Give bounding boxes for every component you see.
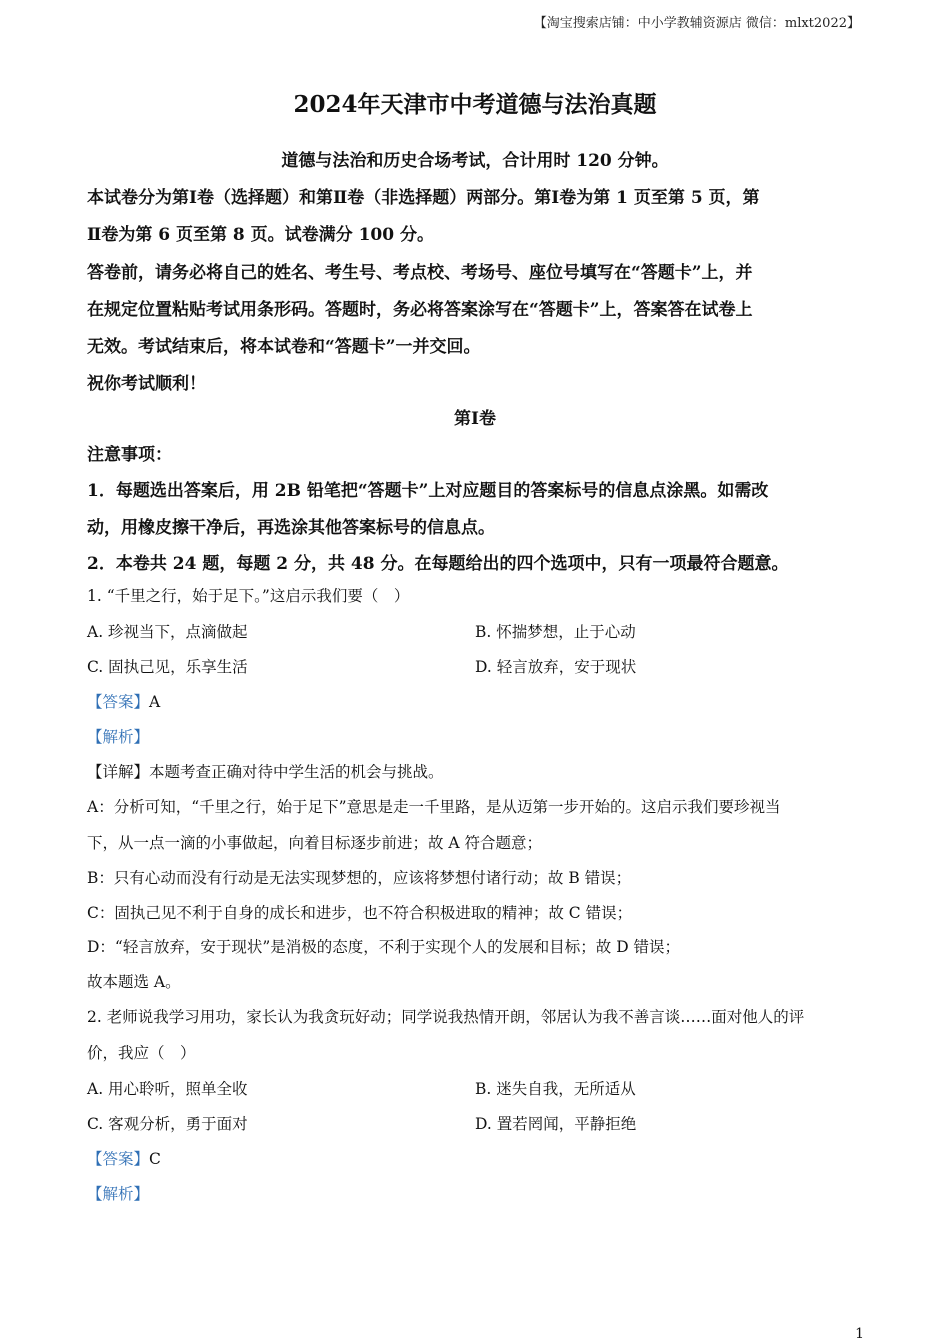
- q2-stem-2: 价，我应（ ）: [87, 1044, 196, 1062]
- q1-answer: A: [149, 693, 161, 711]
- q1-option-d: D. 轻言放弃，安于现状: [475, 658, 637, 676]
- intro-line-5: 在规定位置粘贴考试用条形码。答题时，务必将答案涂写在“答题卡”上，答案答在试卷上: [87, 300, 753, 320]
- q2-options-row-1: [87, 1077, 863, 1099]
- q2-option-a: A. 用心聆听，照单全收: [87, 1080, 248, 1098]
- q1-detail-line: [87, 760, 863, 782]
- q1-answer-tag: 【答案】: [87, 693, 150, 711]
- q1-explanation-a2: 下，从一点一滴的小事做起，向着目标逐步前进；故 A 符合题意；: [87, 834, 543, 852]
- intro-line-7: 祝你考试顺利！: [87, 374, 206, 394]
- intro-line-3: Ⅱ卷为第 6 页至第 8 页。试卷满分 100 分。: [87, 225, 434, 245]
- q1-explanation-c: C：固执己见不利于自身的成长和进步，也不符合积极进取的精神；故 C 错误；: [87, 904, 633, 922]
- q2-option-c: C. 客观分析，勇于面对: [87, 1115, 248, 1133]
- q1-options-row-2: [87, 655, 863, 677]
- q1-explanation-d: D：“轻言放弃，安于现状”是消极的态度，不利于实现个人的发展和目标；故 D 错误；: [87, 938, 681, 956]
- q1-analysis-tag: 【解析】: [87, 728, 150, 746]
- q2-option-d: D. 置若罔闻，平静拒绝: [475, 1115, 637, 1133]
- notes-heading: 注意事项：: [87, 445, 172, 465]
- page-number: 1: [855, 1326, 864, 1342]
- q1-option-a: A. 珍视当下，点滴做起: [87, 623, 248, 641]
- notes-item-1b: 动，用橡皮擦干净后，再选涂其他答案标号的信息点。: [87, 518, 495, 538]
- header-note: 【淘宝搜索店铺：中小学教辅资源店 微信：mlxt2022】: [533, 16, 860, 31]
- q2-stem-1: 2. 老师说我学习用功，家长认为我贪玩好动；同学说我热情开朗，邻居认为我不善言谈……面对他人的评: [87, 1008, 805, 1026]
- page-title: 2024年天津市中考道德与法治真题: [293, 91, 657, 118]
- intro-line-1: 道德与法治和历史合场考试，合计用时 120 分钟。: [281, 151, 669, 171]
- notes-item-2: 2．本卷共 24 题，每题 2 分，共 48 分。在每题给出的四个选项中，只有一项最符合题意。: [87, 554, 789, 574]
- q2-analysis-tag: 【解析】: [87, 1185, 150, 1203]
- q1-answer-line: [87, 690, 863, 712]
- q1-detail: 本题考查正确对待中学生活的机会与挑战。: [149, 763, 444, 781]
- q1-explanation-b: B：只有心动而没有行动是无法实现梦想的，应该将梦想付诸行动；故 B 错误；: [87, 869, 632, 887]
- q1-conclusion: 故本题选 A。: [87, 973, 181, 991]
- intro-line-4: 答卷前，请务必将自己的姓名、考生号、考点校、考场号、座位号填写在“答题卡”上，并: [87, 263, 753, 283]
- q1-options-row-1: [87, 620, 863, 642]
- q2-option-b: B. 迷失自我，无所适从: [475, 1080, 636, 1098]
- intro-line-2: 本试卷分为第Ⅰ卷（选择题）和第Ⅱ卷（非选择题）两部分。第Ⅰ卷为第 1 页至第 5 页，第: [87, 188, 760, 208]
- notes-item-1a: 1．每题选出答案后，用 2B 铅笔把“答题卡”上对应题目的答案标号的信息点涂黑。如需改: [87, 481, 769, 501]
- q1-option-c: C. 固执己见，乐享生活: [87, 658, 248, 676]
- q1-detail-tag: 【详解】: [87, 763, 150, 781]
- q1-option-b: B. 怀揣梦想，止于心动: [475, 623, 636, 641]
- q1-explanation-a1: A：分析可知，“千里之行，始于足下”意思是走一千里路，是从迈第一步开始的。这启示我们要珍视当: [87, 798, 781, 816]
- q2-options-row-2: [87, 1112, 863, 1134]
- q2-answer: C: [149, 1150, 161, 1168]
- q2-answer-line: [87, 1147, 863, 1169]
- section-title: 第Ⅰ卷: [454, 409, 496, 429]
- q2-answer-tag: 【答案】: [87, 1150, 150, 1168]
- q1-stem: 1. “千里之行，始于足下。”这启示我们要（ ）: [87, 587, 410, 605]
- intro-line-6: 无效。考试结束后，将本试卷和“答题卡”一并交回。: [87, 337, 481, 357]
